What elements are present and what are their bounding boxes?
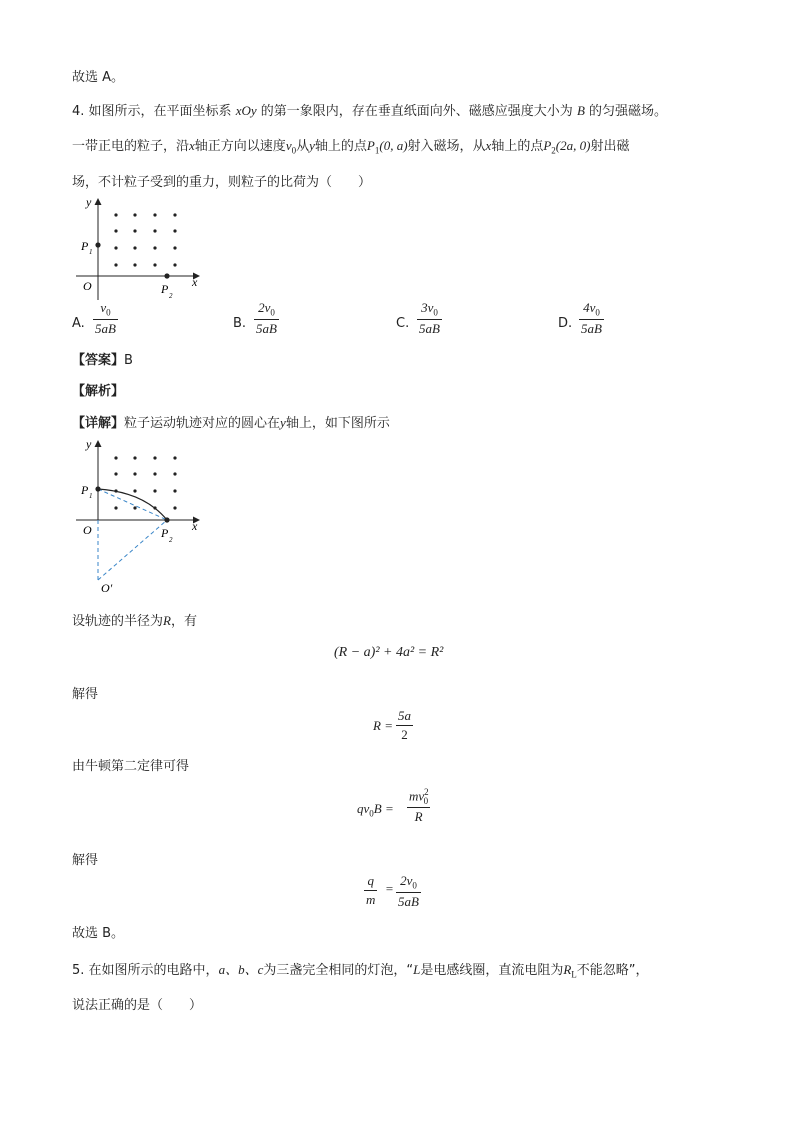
text: 的第一象限内，存在垂直纸面向外、磁感应强度大小为 <box>260 104 573 119</box>
question-5-line-1: 5. 在如图所示的电路中，a、b、c为三盏完全相同的灯泡，“L是电感线圈，直流电阻为$R_L$不能忽略”， <box>72 962 649 980</box>
equation-2-fraction: $\frac{5a}{2}$ <box>398 708 411 742</box>
p1-label: P <box>81 239 89 253</box>
newton-law-text: 由牛顿第二定律可得 <box>72 759 190 774</box>
solve-label-1: 解得 <box>72 687 99 702</box>
text: 的匀强磁场。 <box>589 104 668 119</box>
question-4-line-3: 场，不计粒子受到的重力，则粒子的比荷为（ ） <box>72 175 372 190</box>
point-P2: $P_2(2a$, 0) <box>543 138 591 156</box>
question-5-line-2: 说法正确的是（ ） <box>72 998 203 1013</box>
equation-2-lhs: R = <box>373 718 393 733</box>
text: 一带正电的粒子，沿 <box>72 139 190 154</box>
p2-label: P <box>161 526 169 540</box>
question-4-line-1 <box>72 100 667 119</box>
solution-figure <box>72 434 212 596</box>
final-answer: 故选 B。 <box>72 926 125 941</box>
p2-sub-label: 2 <box>169 536 173 544</box>
answer-line <box>72 349 133 368</box>
point-P1: $P_1(0$, a) <box>366 138 408 156</box>
point-P1-marker <box>95 486 100 491</box>
symbol-x: x <box>189 138 195 153</box>
chord-line <box>98 489 167 520</box>
text: 轴上的点 <box>314 139 367 154</box>
equation-3-lhs: $qv_0B$ = <box>357 801 394 819</box>
option-A-letter[interactable]: A. <box>72 316 85 331</box>
detail-line <box>72 412 390 431</box>
option-D-letter[interactable]: D. <box>558 316 573 331</box>
text: 轴上，如下图所示 <box>285 416 390 431</box>
text: 轴上的点 <box>491 139 544 154</box>
question-number: 4. <box>72 104 85 119</box>
answer-tag: 【答案】 <box>72 353 125 368</box>
equation-1: (R − a)² + 4a² = R² <box>334 645 444 660</box>
equation-4-left-fraction: $\frac{q}{m}$ <box>366 873 376 907</box>
x-axis-label: x <box>192 519 198 533</box>
point-P2-marker <box>164 273 169 278</box>
p2-sub-label: 2 <box>169 292 173 300</box>
equation-4-equals: = <box>385 881 394 896</box>
question-4-line-2 <box>72 135 629 156</box>
equation-4-right-fraction: $\frac{2v_0}{5aB}$ <box>398 873 419 909</box>
question-figure <box>72 192 212 304</box>
detail-tag: 【详解】 <box>72 416 125 431</box>
option-C-fraction[interactable]: $\frac{3v_0}{5aB}$ <box>419 300 440 336</box>
option-B-letter[interactable]: B. <box>233 316 247 331</box>
analysis-tag: 【解析】 <box>72 384 125 399</box>
field-dots <box>114 213 176 266</box>
point-P2-marker <box>164 517 169 522</box>
solve-label-2: 解得 <box>72 853 99 868</box>
point-P1-marker <box>95 242 100 247</box>
x-axis-label: x <box>192 275 198 289</box>
center-label: O′ <box>101 581 113 595</box>
answer-value: B <box>124 353 133 368</box>
text: 射入磁场，从 <box>407 139 486 154</box>
previous-answer: 故选 A。 <box>72 70 125 85</box>
p2-label: P <box>161 282 169 296</box>
symbol-y: y <box>280 415 286 430</box>
text: 射出磁 <box>590 139 630 154</box>
text: 粒子运动轨迹对应的圆心在 <box>124 416 281 431</box>
y-axis-label: y <box>86 195 92 209</box>
symbol-x: x <box>485 138 492 153</box>
equation-3-fraction: $\frac{mv^2_0}{R}$ <box>409 787 429 824</box>
origin-label: O <box>83 523 92 537</box>
symbol-B: B <box>576 103 585 118</box>
p1-label: P <box>81 483 89 497</box>
option-B-fraction[interactable]: $\frac{2v_0}{5aB}$ <box>256 300 277 336</box>
radius-intro: 设轨迹的半径为R，有 <box>72 613 197 629</box>
symbol-y: y <box>309 138 315 153</box>
text: 如图所示，在平面坐标系 <box>88 104 232 119</box>
option-D-fraction[interactable]: $\frac{4v_0}{5aB}$ <box>581 300 602 336</box>
y-axis-label: y <box>86 437 92 451</box>
radius-to-P2 <box>98 520 167 580</box>
option-C-letter[interactable]: C. <box>396 316 410 331</box>
text: 轴正方向以速度 <box>194 139 286 154</box>
coord-system: xOy <box>235 103 257 118</box>
p1-sub-label: 1 <box>89 248 93 256</box>
origin-label: O <box>83 279 92 293</box>
p1-sub-label: 1 <box>89 492 93 500</box>
option-A-fraction[interactable]: $\frac{v_0}{5aB}$ <box>95 300 116 336</box>
text: 从 <box>296 139 310 154</box>
symbol-v0: $v_0$ <box>285 138 297 156</box>
